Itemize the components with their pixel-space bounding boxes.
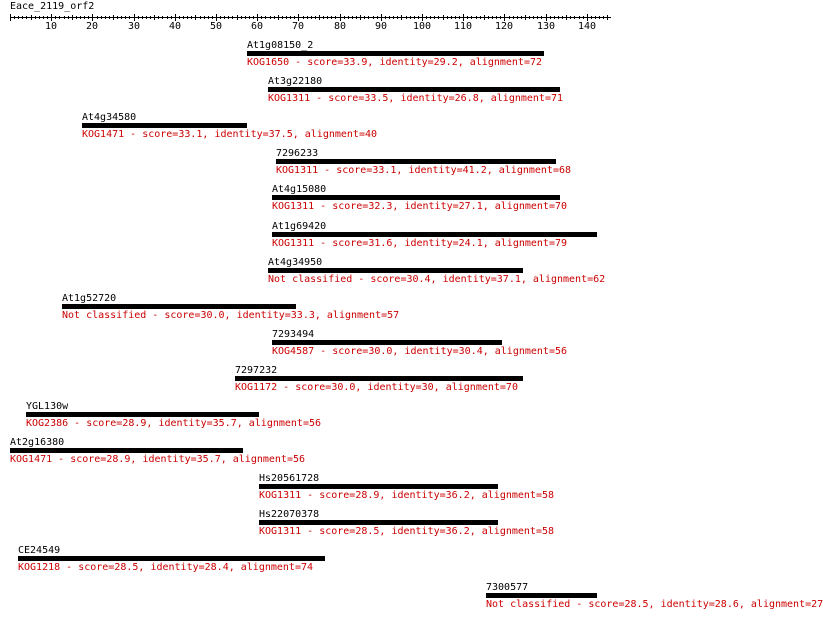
- axis-tick: [274, 16, 275, 19]
- axis-tick: [125, 16, 126, 19]
- axis-tick: [311, 16, 312, 19]
- hit-name[interactable]: At1g52720: [62, 293, 117, 304]
- hit-alignment-bar[interactable]: [259, 520, 498, 525]
- axis-tick: [525, 15, 526, 20]
- axis-tick: [200, 16, 201, 19]
- axis-tick: [105, 16, 106, 19]
- axis-tick: [414, 16, 415, 19]
- axis-tick: [393, 16, 394, 19]
- axis-tick-label: 100: [413, 21, 432, 32]
- axis-tick: [88, 16, 89, 19]
- axis-tick: [265, 16, 266, 19]
- axis-tick-label: 110: [454, 21, 473, 32]
- axis-tick: [570, 16, 571, 19]
- hit-alignment-bar[interactable]: [62, 304, 296, 309]
- axis-tick: [447, 16, 448, 19]
- axis-tick: [84, 16, 85, 19]
- axis-tick: [599, 16, 600, 19]
- axis-tick: [187, 16, 188, 19]
- axis-tick: [467, 16, 468, 19]
- axis-tick: [385, 16, 386, 19]
- axis-tick: [484, 15, 485, 20]
- axis-tick: [261, 16, 262, 19]
- axis-tick: [121, 16, 122, 19]
- axis-tick: [471, 16, 472, 19]
- axis-tick: [430, 16, 431, 19]
- axis-tick: [463, 14, 464, 21]
- axis-tick: [253, 16, 254, 19]
- axis-tick: [401, 15, 402, 20]
- hit-description: KOG1311 - score=28.5, identity=36.2, alignment=58: [259, 526, 555, 537]
- axis-tick: [97, 16, 98, 19]
- hit-description: KOG1311 - score=31.6, identity=24.1, alignment=79: [272, 238, 568, 249]
- axis-tick: [537, 16, 538, 19]
- axis-tick: [224, 16, 225, 19]
- axis-tick: [47, 16, 48, 19]
- axis-tick: [204, 16, 205, 19]
- axis-tick: [195, 15, 196, 20]
- axis-tick: [117, 16, 118, 19]
- hit-name[interactable]: 7296233: [276, 148, 319, 159]
- axis-tick: [319, 15, 320, 20]
- axis-tick: [22, 16, 23, 19]
- hit-name[interactable]: At4g34580: [82, 112, 137, 123]
- hit-alignment-bar[interactable]: [268, 268, 523, 273]
- axis-tick: [583, 16, 584, 19]
- axis-tick: [129, 16, 130, 19]
- axis-tick: [607, 15, 608, 20]
- axis-tick: [249, 16, 250, 19]
- axis-tick: [183, 16, 184, 19]
- axis-tick-label: 60: [251, 21, 264, 32]
- hit-alignment-bar[interactable]: [272, 195, 560, 200]
- axis-tick: [171, 16, 172, 19]
- hit-description: KOG1471 - score=28.9, identity=35.7, alignment=56: [10, 454, 306, 465]
- axis-tick: [368, 16, 369, 19]
- axis-tick-label: 120: [495, 21, 514, 32]
- axis-tick: [35, 16, 36, 19]
- axis-tick: [191, 16, 192, 19]
- hit-name[interactable]: 7293494: [272, 329, 315, 340]
- hit-alignment-bar[interactable]: [486, 593, 597, 598]
- axis-tick: [340, 14, 341, 21]
- hit-name[interactable]: At1g69420: [272, 221, 327, 232]
- axis-tick-label: 140: [578, 21, 597, 32]
- axis-tick: [64, 16, 65, 19]
- axis-tick: [212, 16, 213, 19]
- axis-tick: [158, 16, 159, 19]
- hit-description: KOG4587 - score=30.0, identity=30.4, alignment=56: [272, 346, 568, 357]
- axis-tick: [315, 16, 316, 19]
- query-title: Eace_2119_orf2: [10, 1, 95, 12]
- axis-tick: [162, 16, 163, 19]
- hit-description: KOG1650 - score=33.9, identity=29.2, alignment=72: [247, 57, 543, 68]
- axis-tick: [521, 16, 522, 19]
- axis-tick: [167, 16, 168, 19]
- axis-tick: [344, 16, 345, 19]
- hit-description: KOG1311 - score=32.3, identity=27.1, alignment=70: [272, 201, 568, 212]
- axis-tick: [587, 14, 588, 21]
- axis-tick: [443, 15, 444, 20]
- axis-tick: [459, 16, 460, 19]
- axis-tick: [282, 16, 283, 19]
- hit-alignment-bar[interactable]: [268, 87, 560, 92]
- axis-tick: [92, 14, 93, 21]
- axis-tick: [356, 16, 357, 19]
- hit-alignment-bar[interactable]: [18, 556, 325, 561]
- axis-tick: [303, 16, 304, 19]
- axis-tick: [517, 16, 518, 19]
- axis-tick: [270, 16, 271, 19]
- axis-tick: [331, 16, 332, 19]
- hit-name[interactable]: At2g16380: [10, 437, 65, 448]
- axis-tick: [434, 16, 435, 19]
- axis-tick: [150, 16, 151, 19]
- axis-tick-label: 40: [169, 21, 182, 32]
- axis-tick: [579, 16, 580, 19]
- hit-description: KOG1311 - score=33.5, identity=26.8, alignment=71: [268, 93, 564, 104]
- axis-tick: [51, 14, 52, 21]
- axis-tick: [14, 16, 15, 19]
- hit-alignment-bar[interactable]: [247, 51, 544, 56]
- axis-tick: [381, 14, 382, 21]
- axis-tick-label: 130: [537, 21, 556, 32]
- hit-alignment-bar[interactable]: [235, 376, 523, 381]
- hit-description: Not classified - score=28.5, identity=28.6, alignment=27: [486, 599, 823, 610]
- axis-tick: [373, 16, 374, 19]
- axis-tick: [360, 15, 361, 20]
- axis-tick: [509, 16, 510, 19]
- axis-tick: [31, 15, 32, 20]
- axis-tick: [323, 16, 324, 19]
- hit-alignment-bar[interactable]: [82, 123, 247, 128]
- axis-tick: [504, 14, 505, 21]
- hit-name[interactable]: 7297232: [235, 365, 278, 376]
- axis-tick: [101, 16, 102, 19]
- hit-name[interactable]: 7300577: [486, 582, 529, 593]
- axis-tick: [529, 16, 530, 19]
- axis-tick: [113, 15, 114, 20]
- axis-tick: [496, 16, 497, 19]
- hit-name[interactable]: At4g34950: [268, 257, 323, 268]
- axis-tick: [294, 16, 295, 19]
- axis-tick: [541, 16, 542, 19]
- axis-tick: [43, 16, 44, 19]
- hit-name[interactable]: CE24549: [18, 545, 61, 556]
- axis-tick: [451, 16, 452, 19]
- axis-tick: [327, 16, 328, 19]
- axis-tick: [237, 15, 238, 20]
- axis-tick: [142, 16, 143, 19]
- axis-tick: [566, 15, 567, 20]
- hit-description: KOG1311 - score=28.9, identity=36.2, alignment=58: [259, 490, 555, 501]
- axis-tick: [245, 16, 246, 19]
- axis-tick-label: 10: [45, 21, 58, 32]
- hit-description: KOG1311 - score=33.1, identity=41.2, alignment=68: [276, 165, 572, 176]
- axis-tick: [290, 16, 291, 19]
- hit-alignment-bar[interactable]: [272, 340, 502, 345]
- axis-tick: [438, 16, 439, 19]
- axis-tick: [546, 14, 547, 21]
- axis-tick: [18, 16, 19, 19]
- axis-tick: [154, 15, 155, 20]
- axis-tick: [377, 16, 378, 19]
- axis-tick: [278, 15, 279, 20]
- axis-tick: [418, 16, 419, 19]
- axis-tick: [80, 16, 81, 19]
- hit-description: Not classified - score=30.4, identity=37.1, alignment=62: [268, 274, 606, 285]
- axis-tick: [488, 16, 489, 19]
- axis-tick: [146, 16, 147, 19]
- axis-tick: [480, 16, 481, 19]
- hit-alignment-bar[interactable]: [26, 412, 259, 417]
- hit-name[interactable]: Hs22070378: [259, 509, 320, 520]
- axis-tick: [138, 16, 139, 19]
- axis-tick: [492, 16, 493, 19]
- hit-description: KOG2386 - score=28.9, identity=35.7, alignment=56: [26, 418, 322, 429]
- axis-tick: [179, 16, 180, 19]
- axis-tick-label: 30: [128, 21, 141, 32]
- axis-tick: [513, 16, 514, 19]
- axis-tick: [348, 16, 349, 19]
- axis-tick: [335, 16, 336, 19]
- axis-tick: [228, 16, 229, 19]
- hit-description: KOG1218 - score=28.5, identity=28.4, alignment=74: [18, 562, 314, 573]
- axis-tick: [68, 16, 69, 19]
- hit-name[interactable]: Hs20561728: [259, 473, 320, 484]
- axis-tick: [134, 14, 135, 21]
- axis-tick: [426, 16, 427, 19]
- axis-tick-label: 80: [334, 21, 347, 32]
- hit-alignment-bar[interactable]: [272, 232, 597, 237]
- axis-tick: [406, 16, 407, 19]
- axis-tick: [591, 16, 592, 19]
- axis-tick: [220, 16, 221, 19]
- axis-tick: [59, 16, 60, 19]
- axis-tick: [26, 16, 27, 19]
- axis-tick: [286, 16, 287, 19]
- axis-tick: [455, 16, 456, 19]
- axis-tick: [574, 16, 575, 19]
- axis-tick: [389, 16, 390, 19]
- hit-name[interactable]: At1g08150_2: [247, 40, 314, 51]
- axis-tick: [352, 16, 353, 19]
- axis-tick: [364, 16, 365, 19]
- hit-alignment-bar[interactable]: [10, 448, 243, 453]
- hit-alignment-bar[interactable]: [276, 159, 556, 164]
- hit-alignment-bar[interactable]: [259, 484, 498, 489]
- axis-tick: [595, 16, 596, 19]
- hit-name[interactable]: YGL130w: [26, 401, 69, 412]
- axis-tick: [208, 16, 209, 19]
- axis-tick: [72, 15, 73, 20]
- axis-tick-label: 70: [292, 21, 305, 32]
- axis-tick-label: 50: [210, 21, 223, 32]
- hit-name[interactable]: At4g15080: [272, 184, 327, 195]
- hit-description: KOG1172 - score=30.0, identity=30, alignment=70: [235, 382, 518, 393]
- axis-tick: [298, 14, 299, 21]
- axis-tick: [410, 16, 411, 19]
- hit-name[interactable]: At3g22180: [268, 76, 323, 87]
- axis-tick: [500, 16, 501, 19]
- axis-tick-label: 20: [86, 21, 99, 32]
- axis-tick: [10, 14, 11, 21]
- axis-tick: [397, 16, 398, 19]
- hit-description: KOG1471 - score=33.1, identity=37.5, alignment=40: [82, 129, 378, 140]
- axis-tick: [422, 14, 423, 21]
- axis-tick: [476, 16, 477, 19]
- axis-tick: [257, 14, 258, 21]
- axis-tick: [241, 16, 242, 19]
- axis-tick: [558, 16, 559, 19]
- axis-tick: [39, 16, 40, 19]
- axis-tick: [550, 16, 551, 19]
- axis-tick: [603, 16, 604, 19]
- axis-tick: [175, 14, 176, 21]
- axis-tick: [216, 14, 217, 21]
- axis-tick: [533, 16, 534, 19]
- axis-tick-label: 90: [375, 21, 388, 32]
- hit-description: Not classified - score=30.0, identity=33.3, alignment=57: [62, 310, 400, 321]
- axis-tick: [232, 16, 233, 19]
- axis-tick: [109, 16, 110, 19]
- axis-tick: [307, 16, 308, 19]
- axis-tick: [55, 16, 56, 19]
- axis-tick: [76, 16, 77, 19]
- axis-tick: [554, 16, 555, 19]
- axis-tick: [562, 16, 563, 19]
